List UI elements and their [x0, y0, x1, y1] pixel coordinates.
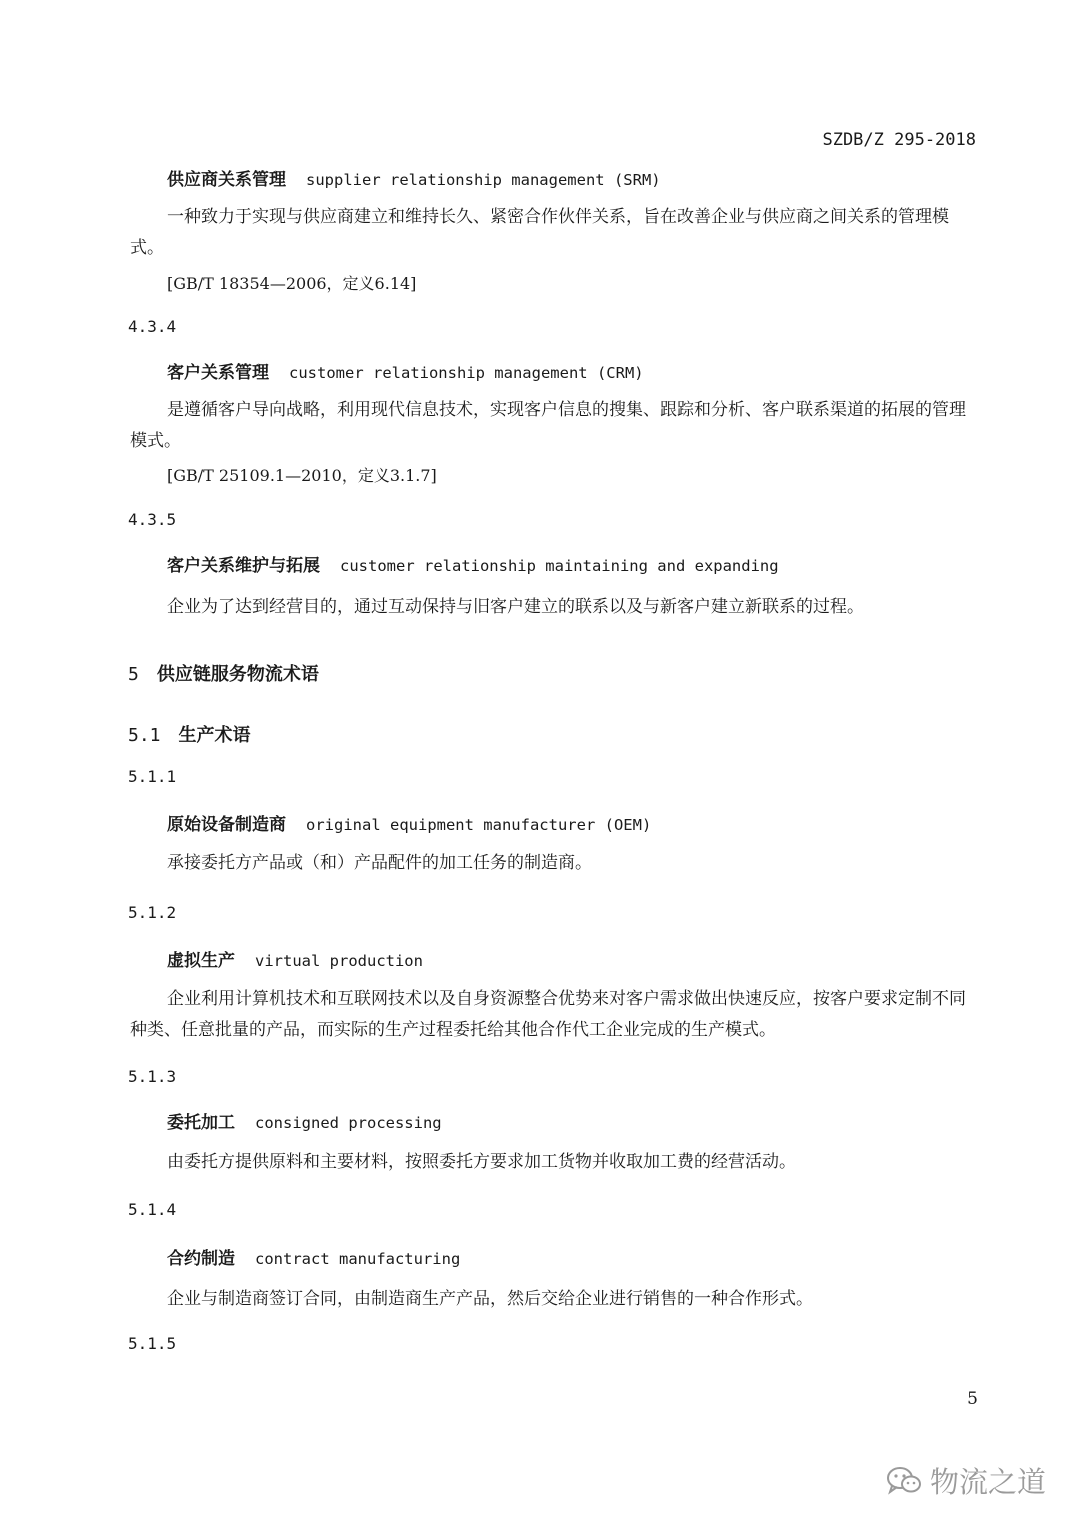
term-definition: 承接委托方产品或（和）产品配件的加工任务的制造商。 — [167, 853, 592, 873]
clause-number: 5.1.5 — [128, 1334, 177, 1353]
term-heading — [167, 165, 661, 190]
term-definition: 企业与制造商签订合同，由制造商生产产品，然后交给企业进行销售的一种合作形式。 — [167, 1289, 813, 1309]
clause-number: 5.1.4 — [128, 1200, 177, 1219]
term-heading — [167, 1244, 460, 1269]
clause-number: 5.1.2 — [128, 903, 177, 922]
document-id: SZDB/Z 295-2018 — [822, 130, 976, 150]
wechat-icon — [886, 1466, 922, 1496]
term-chinese: 客户关系维护与拓展 — [167, 556, 320, 576]
term-definition: 企业为了达到经营目的，通过互动保持与旧客户建立的联系以及与新客户建立新联系的过程。 — [167, 597, 864, 617]
term-english: supplier relationship management (SRM) — [306, 171, 661, 189]
term-chinese: 供应商关系管理 — [167, 170, 286, 190]
subsection-title: 生产术语 — [178, 725, 251, 746]
section-title: 供应链服务物流术语 — [156, 664, 319, 685]
term-chinese: 原始设备制造商 — [167, 815, 286, 835]
term-english: customer relationship management (CRM) — [289, 364, 644, 382]
section-number: 5 — [128, 664, 139, 685]
subsection-heading — [128, 721, 251, 747]
term-heading — [167, 358, 644, 383]
section-heading — [128, 660, 319, 686]
term-chinese: 客户关系管理 — [167, 363, 269, 383]
clause-number: 4.3.4 — [128, 317, 177, 336]
clause-number: 4.3.5 — [128, 510, 177, 529]
term-english: consigned processing — [255, 1114, 442, 1132]
term-definition: 企业利用计算机技术和互联网技术以及自身资源整合优势来对客户需求做出快速反应，按客户要求定制不同种类、任意批量的产品，而实际的生产过程委托给其他合作代工企业完成的生产模式。 — [130, 989, 966, 1040]
term-definition: 由委托方提供原料和主要材料，按照委托方要求加工货物并收取加工费的经营活动。 — [167, 1152, 796, 1172]
term-chinese: 委托加工 — [167, 1113, 235, 1133]
term-reference: [GB/T 25109.1—2010，定义3.1.7] — [167, 466, 437, 485]
term-heading — [167, 551, 779, 576]
term-definition: 一种致力于实现与供应商建立和维持长久、紧密合作伙伴关系，旨在改善企业与供应商之间关系的管理模式。 — [130, 207, 949, 258]
term-english: virtual production — [255, 952, 423, 970]
watermark — [886, 1460, 1046, 1501]
term-heading — [167, 1108, 442, 1133]
term-chinese: 合约制造 — [167, 1249, 235, 1269]
subsection-number: 5.1 — [128, 725, 161, 746]
term-english: customer relationship maintaining and expanding — [340, 557, 779, 575]
watermark-text: 物流之道 — [929, 1465, 1046, 1499]
term-reference: [GB/T 18354—2006，定义6.14] — [167, 274, 417, 293]
term-chinese: 虚拟生产 — [167, 951, 235, 971]
term-definition: 是遵循客户导向战略，利用现代信息技术，实现客户信息的搜集、跟踪和分析、客户联系渠道的拓展的管理模式。 — [130, 400, 966, 451]
page-number: 5 — [967, 1389, 978, 1409]
term-english: original equipment manufacturer (OEM) — [306, 816, 652, 834]
term-english: contract manufacturing — [255, 1250, 461, 1268]
clause-number: 5.1.1 — [128, 767, 177, 786]
term-heading — [167, 810, 651, 835]
term-heading — [167, 946, 423, 971]
clause-number: 5.1.3 — [128, 1067, 177, 1086]
